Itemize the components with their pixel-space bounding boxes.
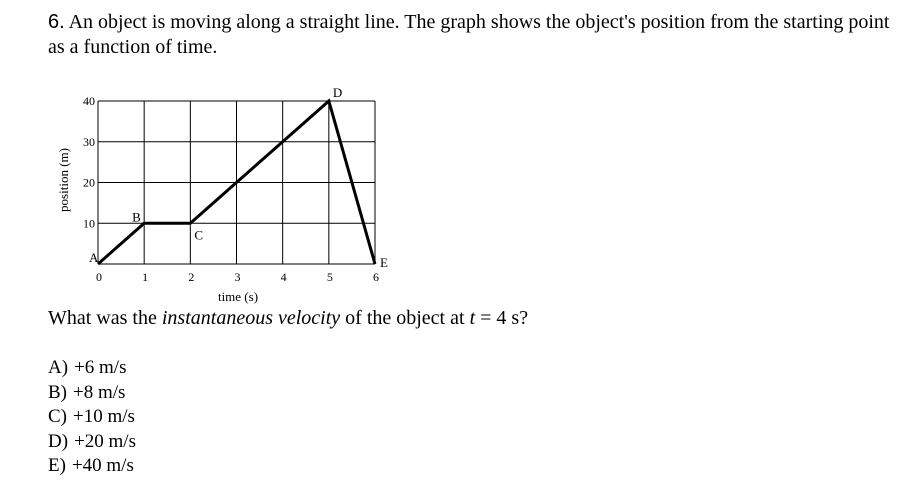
x-tick-label: 1: [142, 270, 149, 284]
choice-value: +40 m/s: [71, 455, 134, 476]
question-number: 6.: [48, 11, 65, 33]
choice-letter: B): [48, 381, 67, 403]
point-label-d: D: [332, 85, 343, 100]
point-label-e: E: [380, 255, 388, 270]
question-body: An object is moving along a straight line. The graph shows the object's position from the starting point as a function of time.: [48, 11, 890, 58]
choice-letter: D): [48, 430, 69, 452]
prompt-emphasis: instantaneous velocity: [161, 307, 341, 329]
prompt-after: of the object at: [340, 307, 470, 329]
x-axis-label: time (s): [217, 289, 259, 304]
choice-value: +8 m/s: [73, 381, 126, 403]
choice-b[interactable]: [48, 381, 136, 406]
x-tick-label: 6: [373, 270, 379, 284]
y-tick-label: 40: [83, 94, 95, 108]
choice-value: +20 m/s: [74, 430, 136, 452]
y-axis-label: position (m): [56, 148, 71, 212]
y-tick-label: 20: [83, 175, 95, 190]
prompt-before: What was the: [48, 307, 162, 329]
y-tick-label: 10: [83, 216, 95, 231]
x-tick-label: 2: [188, 270, 195, 284]
choice-letter: C): [48, 406, 67, 427]
choice-value: +6 m/s: [74, 357, 127, 378]
choice-letter: E): [48, 455, 66, 476]
choice-d[interactable]: [48, 430, 136, 455]
point-label-c: C: [194, 227, 204, 243]
choice-c[interactable]: [48, 405, 136, 430]
point-labels: [89, 85, 388, 270]
choice-e[interactable]: [48, 454, 136, 479]
x-tick-label: 3: [234, 270, 241, 284]
prompt-variable: t: [469, 307, 476, 329]
choice-value: +10 m/s: [73, 406, 135, 427]
x-tick-label: 5: [326, 270, 333, 284]
prompt-tail: = 4 s?: [475, 307, 529, 329]
x-tick-label: 0: [96, 270, 102, 284]
x-tick-label: 4: [280, 270, 287, 284]
point-label-b: B: [132, 209, 141, 225]
point-label-a: A: [89, 250, 99, 265]
answer-choices: [48, 356, 136, 479]
choice-letter: A): [48, 357, 69, 378]
choice-a[interactable]: [48, 356, 136, 381]
y-tick-label: 30: [83, 134, 95, 149]
question-prompt: [48, 307, 528, 330]
